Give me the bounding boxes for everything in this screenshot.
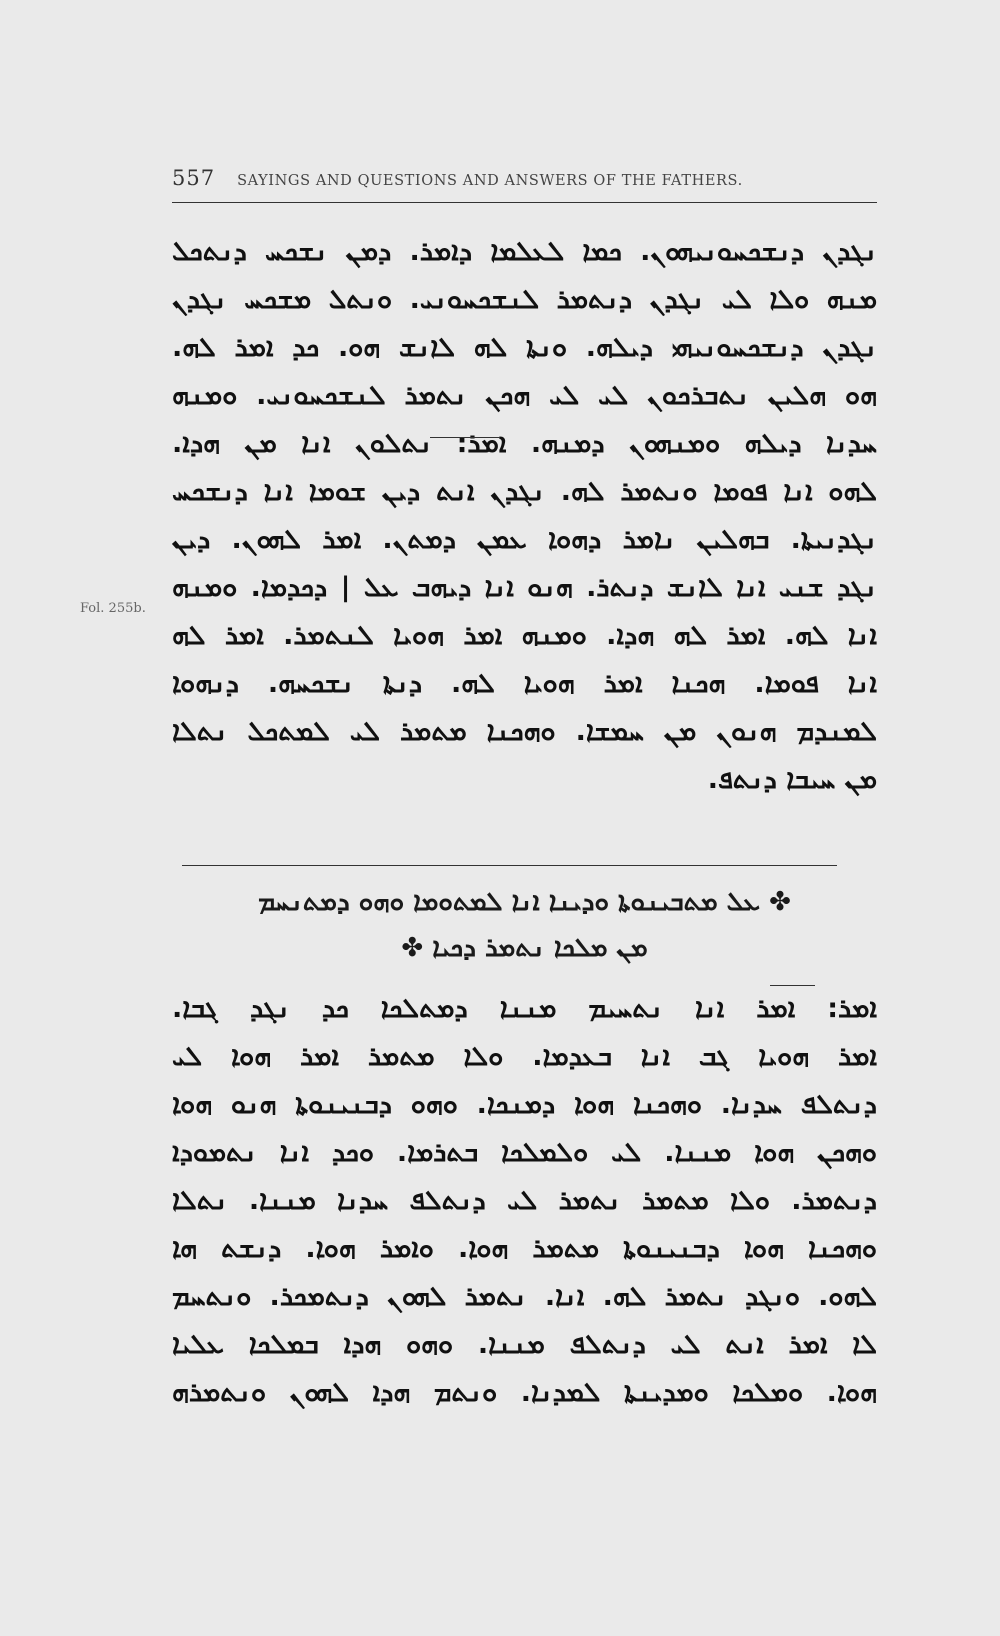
section-heading: ✤ ܥܠ ܡܬܒܝܢܘܬܐ ܘܕܝܢܐ ܐܢܐ ܠܡܬܘܡܐ ܘܗܘ ܕܡܬܢܚܡ [258, 887, 791, 917]
text-line: ܠܡܢܕܡ ܗܢܘܢ ܡܢ ܚܡܫܐ. ܘܗܟܢܐ ܡܬܡܪ ܠܝ ܠܡܬܟܠ ܢܬܠܐ [172, 716, 877, 747]
text-line: ܠܗܘ. ܘܢܓܕ ܢܬܡܪ ܠܗ. ܐܢܐ. ܢܬܡܪ ܠܗܘܢ ܕܢܬܡܟܪ. ܘܢܬܚܡ [172, 1281, 877, 1312]
text-line: ܘܗܟܢ ܗܘܐ ܡܢܢܐ. ܠܝ ܘܠܡܠܟܐ ܒܬܪܡܐ. ܘܟܕ ܐܢܐ ܢܬܡܘܕܐ [172, 1137, 877, 1168]
overline-mark [430, 437, 500, 438]
syriac-text-block-2 [172, 985, 877, 1417]
text-line: ܢܓܕܢܝܬܐ. ܒܗܠܝܢ ܢܐܡܪ ܕܗܘܐ ܥܡܢ ܕܡܬܢ. ܐܡܪ ܠܗܘܢ. ܕܝܢ [172, 524, 877, 555]
text-line: ܐܢܐ ܦܘܡܐ. ܗܟܢܐ ܐܡܪ ܗܘܝܐ ܠܗ. ܕܢܬܐ ܢܫܟܚܗ. ܕܢܗܘܐ [172, 668, 877, 699]
text-line: ܚܕܢܐ ܕܝܠܗ ܘܡܢܗܘܢ ܕܡܢܗ. ܐܡܪ: ܢܬܠܘܢ ܐܢܐ ܡܢ ܗܕܐ. [172, 428, 877, 459]
running-head [172, 166, 877, 196]
text-line: ܐܢܐ ܠܗ. ܐܡܪ ܠܗ ܗܕܐ. ܘܡܢܗ ܐܡܪ ܗܘܝܐ ܠܢܬܡܪ. ܐܡܪ ܠܗ [172, 620, 877, 651]
section-heading: ܡܢ ܡܠܟܐ ܢܬܡܪ ܕܟܝܐ ✤ [401, 933, 648, 963]
section-rule [182, 865, 837, 866]
text-line: ܢܓܕܢ ܕܢܫܟܚܘܢܝܗܘܢ. ܟܡܐ ܠܥܠܡܐ ܕܐܡܪ. ܕܡܢ ܢܫܟܚ ܕܢܬܟܠ [172, 236, 877, 267]
syriac-text-block-1 [172, 228, 877, 804]
text-line: ܡܢ ܚܝܒܐ ܕܢܬܦ. [707, 764, 877, 795]
folio-margin-note: Fol. 255b. [80, 601, 146, 616]
text-line: ܕܢܬܠܦ ܚܕܢܐ. ܘܗܟܢܐ ܗܘܐ ܕܡܢܟܐ. ܘܗܘ ܕܒܢܝܢܘܬܐ ܗܢܘ ܗܘܐ [172, 1089, 877, 1120]
text-line: ܕܢܬܡܪ. ܘܠܐ ܡܬܡܪ ܢܬܡܪ ܠܝ ܕܢܬܠܦ ܚܕܢܐ ܡܢܢܐ. ܢܬܠܐ [172, 1185, 877, 1216]
header-rule [172, 202, 877, 203]
running-title: SAYINGS AND QUESTIONS AND ANSWERS OF THE FATHERS. [237, 173, 743, 189]
text-line: ܗܘܐ. ܘܡܠܟܐ ܘܡܕܝܢܬܐ ܠܡܕܢܐ. ܘܢܬܡ ܗܕܐ ܠܗܘܢ ܘܢܬܡܪܗ [172, 1377, 877, 1408]
overline-mark [770, 985, 815, 986]
text-line: ܐܡܪ ܗܘܝܐ ܓܒ ܐܢܐ ܒܥܕܡܐ. ܘܠܐ ܡܬܡܪ ܐܡܪ ܗܘܐ ܠܝ [172, 1041, 877, 1072]
text-line: ܘܗܟܢܐ ܗܘܐ ܕܒܢܝܢܘܬܐ ܡܬܡܪ ܗܘܐ. ܘܐܡܪ ܗܘܐ. ܕܢܫܬ ܗܐ [172, 1233, 877, 1264]
text-line: ܗܘ ܗܠܝܢ ܢܬܒܪܟܘܢ ܠܝ ܠܝ ܗܟܢ ܢܬܡܪ ܠܢܫܟܚܘܢܝ. ܘܡܢܗ [172, 380, 877, 411]
text-line: ܢܓܕܢ ܕܢܫܟܚܘܢܝܗܝ ܕܝܠܗ. ܘܢܬܐ ܠܗ ܠܐܢܫ ܗܘ. ܟܕ ܐܡܪ ܠܗ. [172, 332, 877, 363]
text-line: ܢܓܕ ܫܢܝ ܐܢܐ ܠܐܢܫ ܕܢܬܪ. ܗܢܘ ܐܢܐ ܕܝܗܒ ܥܠ | ܕܟܕܡܐ. ܘܡܢܗ [172, 572, 877, 603]
text-line: ܠܐ ܐܡܪ ܐܢܬ ܠܝ ܕܢܬܠܦ ܡܢܢܐ. ܘܗܘ ܗܕܐ ܒܡܠܟܐ ܥܠܝܐ [172, 1329, 877, 1360]
page-number: 557 [172, 166, 216, 190]
text-line: ܡܢܗ ܘܠܐ ܠܝ ܢܓܕܢ ܕܢܬܡܪ ܠܢܫܟܚܘܢܝ. ܘܢܬܠ ܡܫܟܚ ܢܓܕܢ [172, 284, 877, 315]
text-line: ܐܡܪ: ܐܡܪ ܐܢܐ ܢܬܚܝܡ ܡܢܢܐ ܕܡܬܠܟܐ ܟܕ ܢܓܕ ܓܒܐ. [172, 993, 877, 1024]
text-line: ܠܗܘ ܐܢܐ ܦܘܡܐ ܘܢܬܡܪ ܠܗ. ܢܓܕܢ ܐܢܬ ܕܝܢ ܫܘܡܐ ܐܢܐ ܕܢܫܟܚ [172, 476, 877, 507]
